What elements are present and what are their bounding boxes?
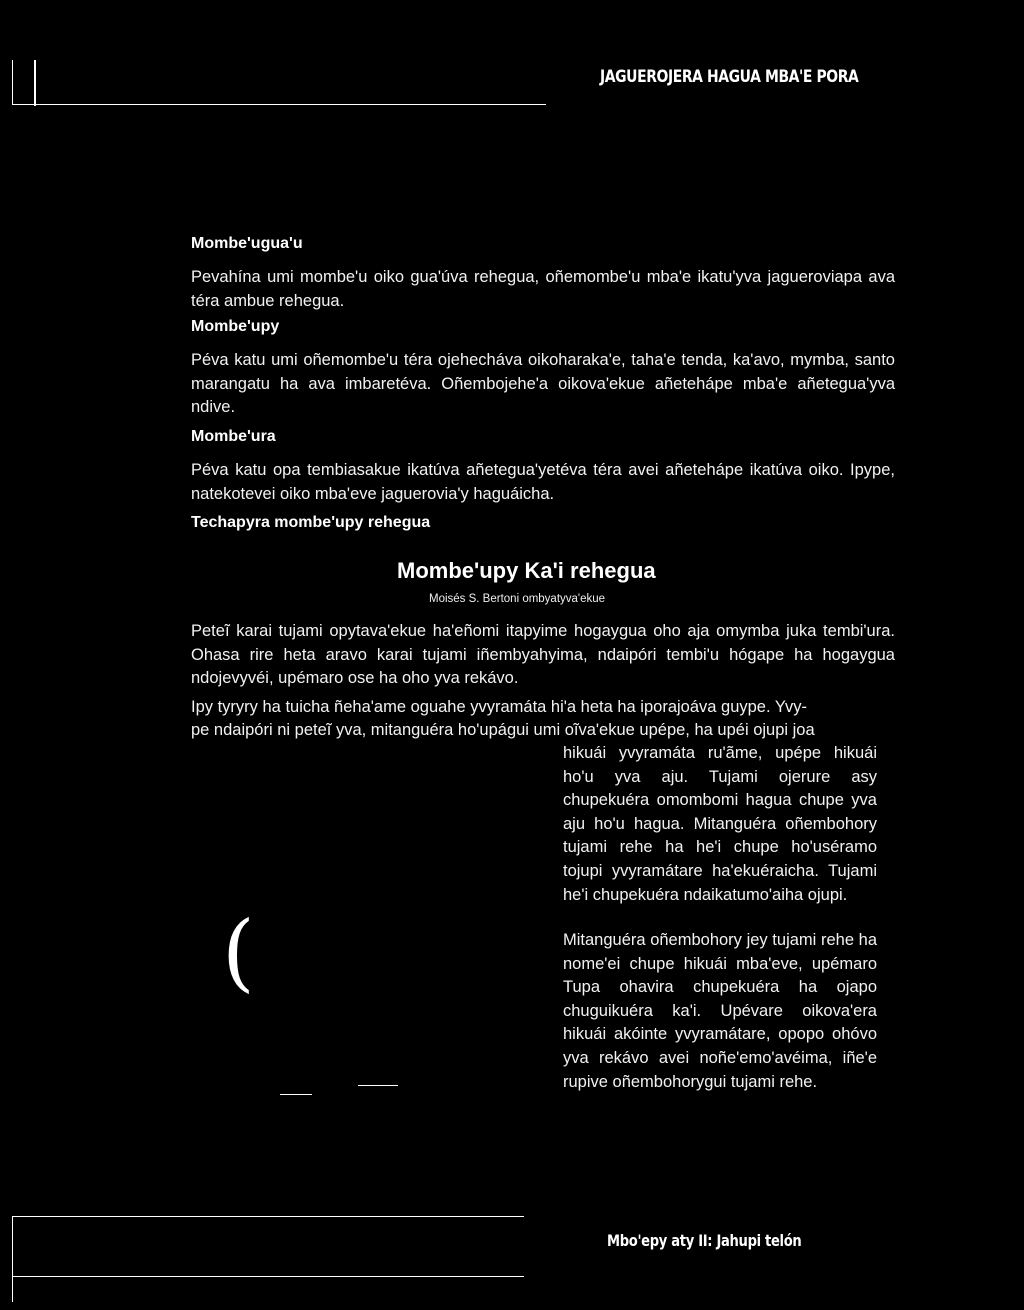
section-heading: Mombe'ugua'u: [191, 235, 303, 252]
header-rule: [12, 104, 546, 105]
story-paragraph-column: Mitanguéra oñembohory jey tujami rehe ha nome'ei chupe hikuái mba'eve, upémaro Tupa ohavira chupekuéra ha ojapo chuguikuéra ka'i. Upévare oikova'era hikuái akóinte yvyramátare, opopo ohóvo yva rekávo avei noñe'emo'avéima, iñe'e rupive oñembohorygui tujami rehe.: [563, 931, 877, 1091]
story-paragraph-line: Ipy tyryry ha tuicha ñeha'ame oguahe yvyramáta hi'a heta ha iporajoáva guype. Yvy-: [191, 698, 807, 716]
footer-rule-tick: [12, 1216, 13, 1302]
footer-label: Mbo'epy aty II: Jahupi telón: [607, 1231, 802, 1250]
story-paragraph-column: hikuái yvyramáta ru'ãme, upépe hikuái ho'u yva aju. Tujami ojerure asy chupekuéra omombomi hagua chupe yva aju ho'u hagua. Mitanguéra oñembohory tujami rehe ha he'i chupe ho'uséramo tojupi yvyramátare ha'ekuéraicha. Tujami he'i chupekuéra ndaikatumo'aiha ojupi.: [563, 744, 877, 904]
header-rule-tick: [34, 60, 36, 106]
figure-bracket: (: [222, 903, 255, 1001]
section-heading: Mombe'upy: [191, 318, 280, 335]
story-title: Mombe'upy Ka'i rehegua: [397, 558, 656, 583]
figure-dash: [358, 1085, 398, 1086]
running-title: JAGUEROJERA HAGUA MBA'E PORA: [600, 67, 859, 87]
header-rule-left-tick: [12, 60, 13, 105]
story-paragraph-line: pe ndaipóri ni peteĩ yva, mitanguéra ho'upágui umi oĩva'ekue upépe, ha upéi ojupi joa: [191, 721, 815, 739]
story-byline: Moisés S. Bertoni ombyatyva'ekue: [429, 593, 606, 605]
footer-rule: [12, 1216, 524, 1217]
section-body: Pevahína umi mombe'u oiko gua'úva rehegua, oñemombe'u mba'e ikatu'yva jagueroviapa ava téra ambue rehegua.: [191, 268, 895, 310]
story-paragraph: Peteĩ karai tujami opytava'ekue ha'eñomi itapyime hogaygua oho aja omymba juka tembi'ura. Ohasa rire heta aravo karai tujami iñembyahyima, ndaipóri tembi'u hógape ha hogaygua ndojevyvéi, upémaro ose ha oho yva rekávo.: [191, 622, 895, 688]
section-heading: Techapyra mombe'upy rehegua: [191, 514, 431, 531]
section-body: Péva katu opa tembiasakue ikatúva añetegua'yetéva téra avei añeteháре ikatúva oiko. Ipype, natekotevei oiko mba'eve jaguerovia'y haguáicha.: [191, 461, 895, 503]
footer-rule: [12, 1276, 524, 1277]
section-body: Péva katu umi oñemombe'u téra ojehecháva oikoharaka'e, taha'e tenda, ka'avo, mymba, santo marangatu ha ava imbaretéva. Oñembojehe'a oikova'ekue añeteháре mba'e añetegua'yva ndive.: [191, 351, 895, 417]
figure-dash: [280, 1094, 312, 1095]
section-heading: Mombe'ura: [191, 428, 276, 445]
